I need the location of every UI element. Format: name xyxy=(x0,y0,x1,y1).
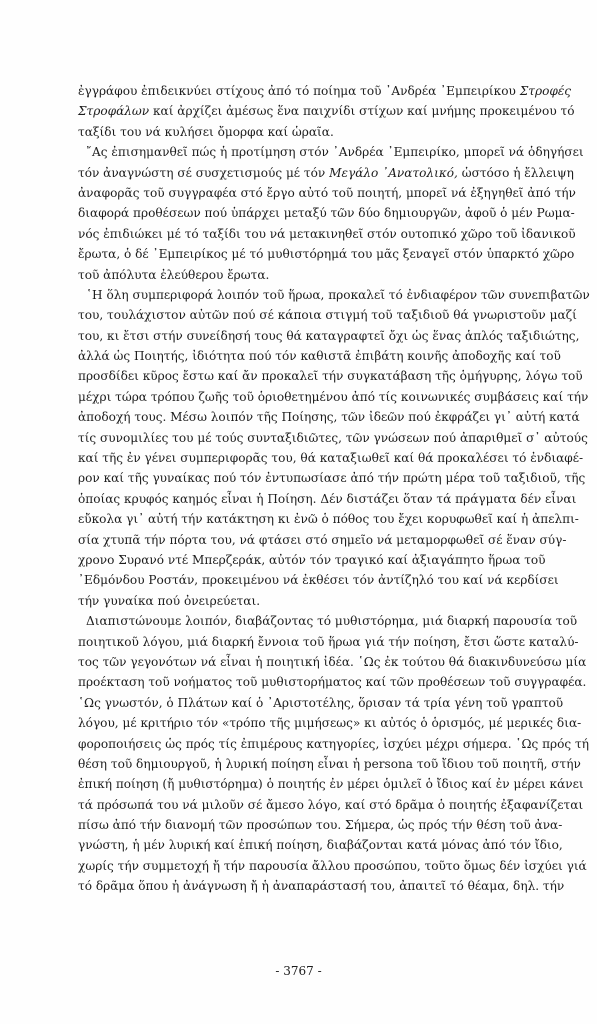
italic-text: Μεγάλο ᾿Ανατολικό, xyxy=(329,165,458,180)
text-segment: ὡστόσο ἡ ἔλλειψη xyxy=(457,165,574,180)
text-line xyxy=(78,448,584,468)
text-segment: του, τουλάχιστον αὐτῶν πού σέ κάποια στιγμή τοῦ ταξιδιοῦ θά γνωριστοῦν μαζί xyxy=(78,308,577,323)
text-line xyxy=(78,81,572,101)
text-segment: διαφορά προθέσεων πού ὑπάρχει μεταξύ τῶν δύο δημιουργῶν, ἀφοῦ ὁ μέν Ρωμα- xyxy=(78,206,575,221)
text-line xyxy=(78,795,584,815)
text-segment: τήν γυναίκα πού ὀνειρεύεται. xyxy=(78,593,261,608)
text-segment: πίσω ἀπό τήν διανομή τῶν προσώπων του. Σήμερα, ὡς πρός τήν θέση τοῦ ἀνα- xyxy=(78,818,563,833)
text-line xyxy=(78,163,574,183)
text-line xyxy=(78,713,582,733)
text-segment: προέκταση τοῦ νοήματος τοῦ μυθιστορήματος καί τῶν προθέσεων τοῦ συγγραφέα. xyxy=(78,675,587,690)
text-line xyxy=(78,672,587,692)
text-segment: τά πρόσωπά του νά μιλοῦν σέ ἄμεσο λόγο, καί στό δρᾶμα ὁ ποιητής ἐξαφανίζεται xyxy=(78,797,584,812)
text-segment: ῾Η ὅλη συμπεριφορά λοιπόν τοῦ ἥρωα, προκαλεῖ τό ἐνδιαφέρον τῶν συνεπιβατῶν xyxy=(86,287,590,302)
text-segment: τόν ἀναγνώστη σέ συσχετισμούς μέ τόν xyxy=(78,165,330,180)
text-segment: ἀλλά ὡς Ποιητής, ἰδιότητα πού τόν καθιστᾶ ἐπιβάτη κοινῆς ἀποδοχῆς καί τοῦ xyxy=(78,349,561,364)
text-segment: φοροποιήσεις ὡς πρός τίς ἐπιμέρους κατηγορίες, ἰσχύει μέχρι σήμερα. ῾Ως πρός τή xyxy=(78,736,589,751)
text-segment: καί τῆς ἐν γένει συμπεριφορᾶς του, θά καταξιωθεῖ καί θά προκαλέσει τό ἐνδιαφέ- xyxy=(78,451,584,466)
page-number: - 3767 - xyxy=(275,964,322,978)
text-line xyxy=(78,407,580,427)
text-line xyxy=(78,203,575,223)
text-segment: προσδίδει κῦρος ἔστω καί ἄν προκαλεῖ τήν συγκατάβαση τῆς ὁμήγυρης, λόγω τοῦ xyxy=(78,369,583,384)
text-line xyxy=(78,122,545,142)
text-line xyxy=(78,509,579,529)
text-segment: ἐπική ποίηση (ἤ μυθιστόρημα) ὁ ποιητής ἐν μέρει ὁμιλεῖ ὁ ἴδιος καί ἐν μέρει κάνει xyxy=(78,777,584,792)
text-line xyxy=(78,428,588,448)
text-line xyxy=(78,591,545,611)
text-line xyxy=(78,856,587,876)
text-line xyxy=(78,387,589,407)
text-line xyxy=(78,326,580,346)
text-segment: σία χτυπᾶ τήν πόρτα του, νά φτάσει στό σημεῖο νά μεταμορφωθεῖ σέ ἕναν σύγ- xyxy=(78,532,567,547)
text-segment: χωρίς τήν συμμετοχή ἤ τήν παρουσία ἄλλου προσώπου, τοῦτο ὅμως δέν ἰσχύει γιά xyxy=(78,858,587,873)
text-segment: τοῦ ἀπόλυτα ἐλεύθερου ἔρωτα. xyxy=(78,267,270,282)
text-line xyxy=(78,142,584,162)
text-line xyxy=(78,346,561,366)
text-segment: εὔκολα γι᾿ αὐτή τήν κατάκτηση κι ἐνῶ ὁ πόθος του ἔχει κορυφωθεῖ καί ἡ ἀπελπι- xyxy=(78,512,579,527)
text-line xyxy=(78,835,563,855)
text-segment: λόγου, μέ κριτήριο τόν «τρόπο τῆς μιμήσεως» κι αὐτός ὁ ὁρισμός, μέ μερικές δια- xyxy=(78,716,582,731)
text-segment: τος τῶν γεγονότων νά εἶναι ἡ ποιητική ἰδέα. ῾Ως ἐκ τούτου θά διακινδυνεύσω μία xyxy=(78,654,587,669)
text-line xyxy=(78,468,586,488)
text-line xyxy=(78,101,575,121)
text-segment: ἀναφορᾶς τοῦ συγγραφέα στό ἔργο αὐτό τοῦ ποιητή, μπορεῖ νά ἐξηγηθεῖ ἀπό τήν xyxy=(78,185,576,200)
text-segment: ἐγγράφου ἐπιδεικνύει στίχους ἀπό τό ποίημα τοῦ ᾿Ανδρέα ᾿Εμπειρίκου xyxy=(78,84,520,98)
text-segment: ῎Ας ἐπισημανθεῖ πώς ἡ προτίμηση στόν ᾿Ανδρέα ᾿Εμπειρίκο, μπορεῖ νά ὁδηγήσει xyxy=(86,145,584,160)
text-line xyxy=(78,652,587,672)
text-line xyxy=(78,774,584,794)
text-line xyxy=(78,754,581,774)
text-line xyxy=(78,570,559,590)
text-segment: ᾿Εδμόνδου Ροστάν, προκειμένου νά ἐκθέσει τόν ἀντίζηλό του καί νά κερδίσει xyxy=(78,573,559,588)
text-line xyxy=(78,305,577,325)
text-segment: γνώστη, ἡ μέν λυρική καί ἐπική ποίηση, διαβάζονται κατά μόνας ἀπό τόν ἴδιο, xyxy=(78,838,563,853)
text-line xyxy=(78,550,545,570)
text-segment: ἀποδοχή τους. Μέσω λοιπόν τῆς Ποίησης, τῶν ἰδεῶν πού ἐκφράζει γι᾿ αὐτή κατά xyxy=(78,410,580,425)
text-line xyxy=(78,734,589,754)
text-line xyxy=(78,693,564,713)
text-line xyxy=(78,632,579,652)
italic-text: Στροφές xyxy=(519,84,572,98)
text-segment: ταξίδι του νά κυλήσει ὄμορφα καί ὡραῖα. xyxy=(78,124,334,139)
text-segment: χρονο Συρανό ντέ Μπερζεράκ, αὐτόν τόν τραγικό καί ἀξιαγάπητο ἥρωα τοῦ xyxy=(78,552,546,567)
text-line xyxy=(78,530,567,550)
italic-text: Στροφάλων xyxy=(78,104,150,119)
text-line xyxy=(78,224,576,244)
text-segment: νός ἐπιδιώκει μέ τό ταξίδι του νά μετακινηθεῖ στόν ουτοπικό χῶρο τοῦ ἰδανικοῦ xyxy=(78,226,576,241)
text-segment: καί ἀρχίζει ἀμέσως ἕνα παιχνίδι στίχων καί μνήμης προκειμένου τό xyxy=(149,104,575,119)
text-segment: ρον καί τῆς γυναίκας πού τόν ἐντυπωσίασε ἀπό τήν πρώτη μέρα τοῦ ταξιδιοῦ, τῆς xyxy=(78,471,586,486)
body-text xyxy=(78,81,590,897)
text-line xyxy=(78,183,576,203)
text-line xyxy=(78,285,590,305)
text-segment: ὁποίας κρυφός καημός εἶναι ἡ Ποίηση. Δέν διστάζει ὅταν τά πράγματα δέν εἶναι xyxy=(78,491,577,506)
text-segment: θέση τοῦ δημιουργοῦ, ἡ λυρική ποίηση εἶναι ἡ persona τοῦ ἴδιου τοῦ ποιητῆ, στήν xyxy=(78,756,581,771)
text-line xyxy=(78,244,575,264)
text-segment: ῾Ως γνωστόν, ὁ Πλάτων καί ὁ ᾿Αριστοτέλης, ὅρισαν τά τρία γένη τοῦ γραπτοῦ xyxy=(78,695,564,710)
text-segment: μέχρι τώρα τρόπου ζωῆς τοῦ ὁριοθετημένου ἀπό τίς κοινωνικές συμβάσεις καί τήν xyxy=(78,389,589,404)
text-segment: Διαπιστώνουμε λοιπόν, διαβάζοντας τό μυθιστόρημα, μιά διαρκή παρουσία τοῦ xyxy=(86,614,578,629)
text-line xyxy=(78,876,565,896)
text-segment: τίς συνομιλίες του μέ τούς συνταξιδιῶτες, τῶν γνώσεων πού ἀπαριθμεῖ σ᾿ αὐτούς xyxy=(78,430,588,445)
text-segment: τό δρᾶμα ὅπου ἡ ἀνάγνωση ἤ ἡ ἀναπαράστασή του, ἀπαιτεῖ τό θέαμα, δηλ. τήν xyxy=(78,879,565,894)
text-segment: ἔρωτα, ὁ δέ ᾿Εμπειρίκος μέ τό μυθιστόρημά του μᾶς ξεναγεῖ στόν ὑπαρκτό χῶρο xyxy=(78,247,575,262)
text-segment: ποιητικοῦ λόγου, μιά διαρκή ἔννοια τοῦ ἥρωα γιά τήν ποίηση, ἔτσι ὥστε καταλύ- xyxy=(78,634,579,649)
text-line xyxy=(78,366,583,386)
text-segment: του, κι ἔτσι στήν συνείδησή τους θά καταγραφτεῖ ὄχι ὡς ἕνας ἁπλός ταξιδιώτης, xyxy=(78,328,580,343)
text-line xyxy=(78,815,563,835)
text-line xyxy=(78,489,577,509)
text-line xyxy=(78,265,545,285)
text-line xyxy=(78,611,578,631)
